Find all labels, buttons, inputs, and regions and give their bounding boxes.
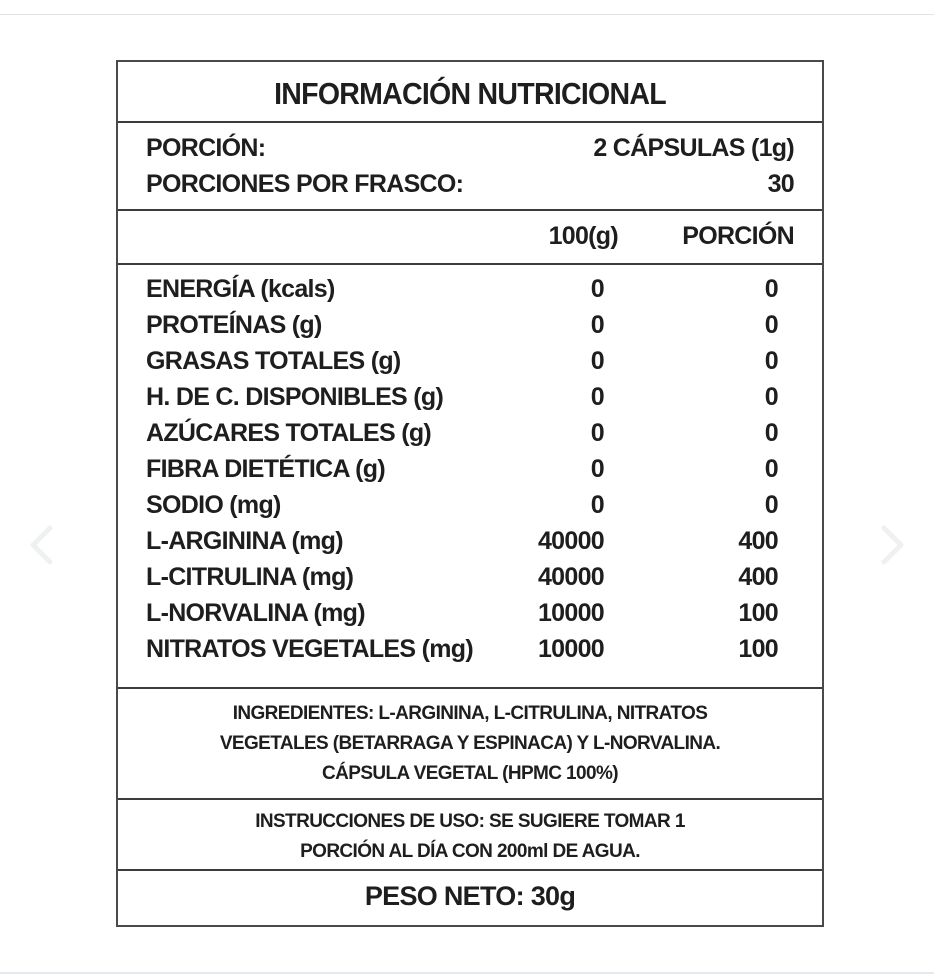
nutrient-name: NITRATOS VEGETALES (mg) <box>146 635 473 663</box>
carousel-prev-button[interactable] <box>22 522 62 568</box>
serving-size-value: 2 CÁPSULAS (1g) <box>593 134 794 162</box>
nutrient-name: H. DE C. DISPONIBLES (g) <box>146 383 444 411</box>
nutrient-per-100g: 0 <box>590 491 604 519</box>
nutrient-name: GRASAS TOTALES (g) <box>146 347 401 375</box>
serving-size-label: PORCIÓN: <box>146 134 266 162</box>
nutrient-per-portion: 0 <box>764 347 778 375</box>
nutrient-per-portion: 0 <box>764 419 778 447</box>
nutrient-per-portion: 0 <box>764 275 778 303</box>
ingredients-section <box>118 689 822 800</box>
nutrient-row <box>146 347 794 383</box>
carousel-next-button[interactable] <box>872 522 912 568</box>
ingredients-text <box>118 699 822 789</box>
nutrient-name: ENERGÍA (kcals) <box>146 275 335 303</box>
nutrient-row <box>146 599 794 635</box>
nutrient-row <box>146 635 794 671</box>
nutrient-row <box>146 419 794 455</box>
nutrient-per-portion: 100 <box>738 599 778 627</box>
nutrients-section <box>118 265 822 689</box>
nutrient-name: FIBRA DIETÉTICA (g) <box>146 455 385 483</box>
ingredients-line: INGREDIENTES: L-ARGININA, L-CITRULINA, NITRATOS <box>232 703 708 724</box>
serving-size-row <box>146 134 794 170</box>
servings-per-bottle-value: 30 <box>767 170 794 198</box>
nutrient-name: L-ARGININA (mg) <box>146 527 343 555</box>
nutrient-name: AZÚCARES TOTALES (g) <box>146 419 432 447</box>
nutrient-per-100g: 0 <box>590 455 604 483</box>
nutrient-per-portion: 400 <box>738 527 778 555</box>
nutrient-per-100g: 0 <box>590 419 604 447</box>
nutrient-per-100g: 40000 <box>537 527 604 555</box>
nutrient-per-portion: 0 <box>764 491 778 519</box>
nutrient-name: L-CITRULINA (mg) <box>146 563 354 591</box>
nutrient-per-portion: 0 <box>764 311 778 339</box>
nutrient-row <box>146 311 794 347</box>
column-header-per-portion: PORCIÓN <box>682 222 794 250</box>
nutrition-label <box>116 60 824 927</box>
nutrient-per-100g: 40000 <box>537 563 604 591</box>
nutrient-row <box>146 383 794 419</box>
nutrient-per-portion: 400 <box>738 563 778 591</box>
net-weight-section <box>118 871 822 925</box>
servings-per-bottle-label: PORCIONES POR FRASCO: <box>146 170 464 198</box>
chevron-right-icon <box>872 522 912 568</box>
nutrient-name: SODIO (mg) <box>146 491 281 519</box>
serving-section <box>118 123 822 211</box>
nutrient-row <box>146 455 794 491</box>
servings-per-bottle-row <box>146 170 794 206</box>
label-title: INFORMACIÓN NUTRICIONAL <box>274 76 666 111</box>
instructions-section <box>118 800 822 871</box>
ingredients-line: CÁPSULA VEGETAL (HPMC 100%) <box>322 763 618 784</box>
instructions-text <box>118 807 822 867</box>
top-divider <box>0 14 934 15</box>
chevron-left-icon <box>22 522 62 568</box>
nutrient-name: PROTEÍNAS (g) <box>146 311 322 339</box>
nutrient-per-100g: 0 <box>590 347 604 375</box>
bottom-divider <box>0 972 934 974</box>
instructions-line: INSTRUCCIONES DE USO: SE SUGIERE TOMAR 1 <box>255 811 685 832</box>
nutrient-per-portion: 100 <box>738 635 778 663</box>
nutrient-row <box>146 275 794 311</box>
ingredients-line: VEGETALES (BETARRAGA Y ESPINACA) Y L-NORVALINA. <box>219 733 721 754</box>
nutrient-per-100g: 0 <box>590 275 604 303</box>
nutrient-row <box>146 527 794 563</box>
column-header-per-100g: 100(g) <box>548 222 618 250</box>
instructions-line: PORCIÓN AL DÍA CON 200ml DE AGUA. <box>300 841 640 862</box>
nutrient-row <box>146 491 794 527</box>
label-title-section <box>118 62 822 123</box>
nutrient-row <box>146 563 794 599</box>
column-header-section <box>118 211 822 265</box>
nutrient-per-100g: 0 <box>590 383 604 411</box>
nutrient-name: L-NORVALINA (mg) <box>146 599 365 627</box>
nutrient-per-100g: 10000 <box>537 599 604 627</box>
nutrient-per-100g: 0 <box>590 311 604 339</box>
net-weight: PESO NETO: 30g <box>364 881 576 911</box>
nutrient-per-portion: 0 <box>764 455 778 483</box>
nutrient-per-portion: 0 <box>764 383 778 411</box>
nutrient-per-100g: 10000 <box>537 635 604 663</box>
